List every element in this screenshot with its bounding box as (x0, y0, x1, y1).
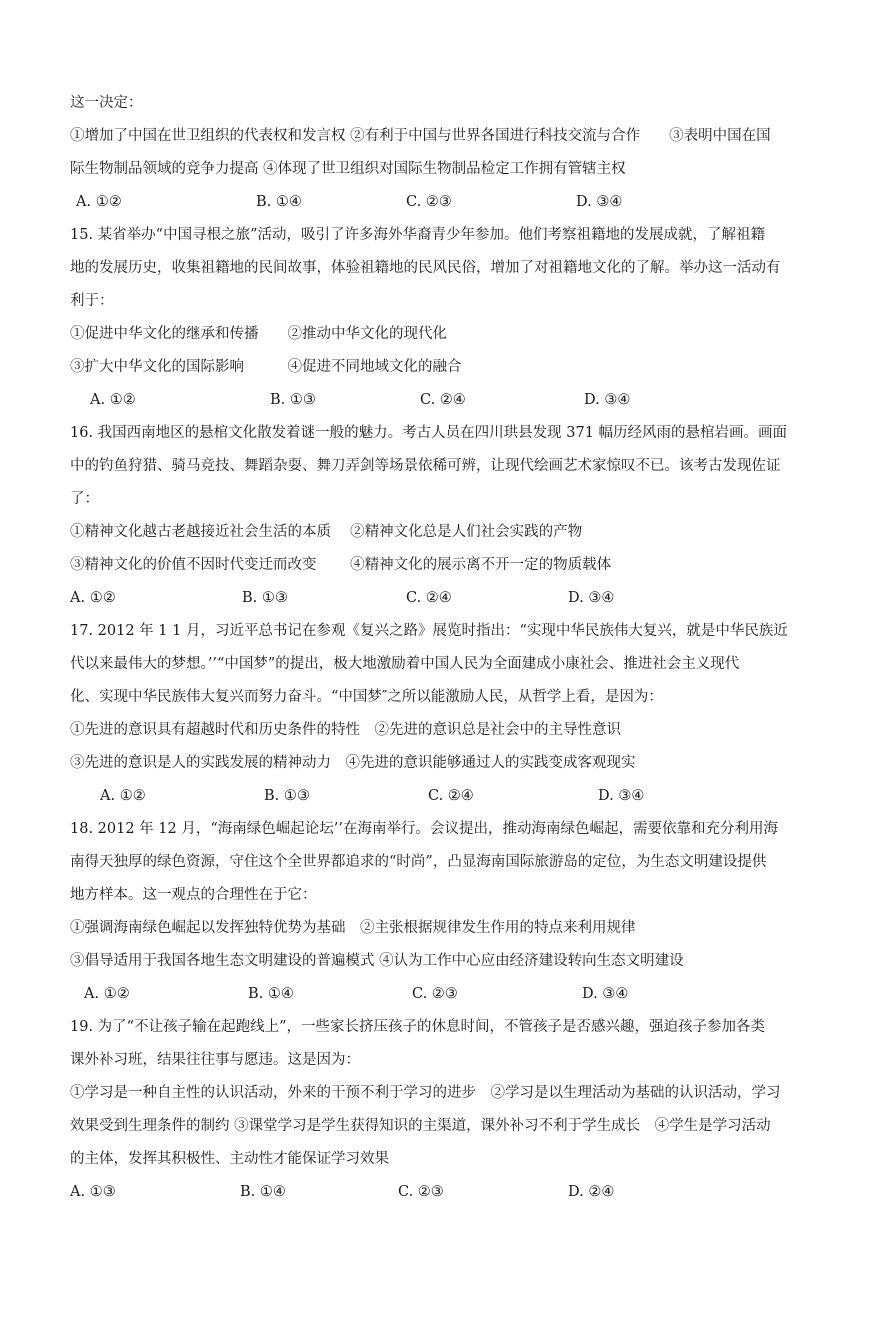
q17-stem-line-2: 代以来最伟大的梦想。’’“中国梦”的提出，极大地激励着中国人民为全面建成小康社会、推进社会主义现代 (70, 656, 740, 672)
q15-statement-line-2: ③扩大中华文化的国际影响 ④促进不同地域文化的融合 (70, 359, 462, 375)
q19-option-a: A. ①③ (70, 1184, 116, 1200)
q14-stem-tail: 这一决定： (70, 95, 143, 111)
q14-statement-line-1: ①增加了中国在世卫组织的代表权和发言权 ②有利于中国与世界各国进行科技交流与合作 ③表明中国在国 (70, 128, 771, 144)
q15-statement-line-1: ①促进中华文化的继承和传播 ②推动中华文化的现代化 (70, 326, 447, 342)
q18-option-c: C. ②③ (412, 986, 458, 1002)
q19-options (70, 1182, 830, 1202)
q17-options (70, 786, 830, 806)
q17-option-b: B. ①③ (264, 788, 310, 804)
q14-statement-line-2: 际生物制品领域的竞争力提高 ④体现了世卫组织对国际生物制品检定工作拥有管辖主权 (70, 161, 626, 177)
q18-option-b: B. ①④ (248, 986, 294, 1002)
q14-options (70, 192, 830, 212)
q16-stem-line-3: 了： (70, 491, 99, 507)
q19-statement-line-1: ①学习是一种自主性的认识活动，外来的干预不利于学习的进步 ②学习是以生理活动为基础的认识活动，学习 (70, 1085, 781, 1101)
q18-stem-line-1: 18. 2012 年 12 月，“海南绿色崛起论坛’’在海南举行。会议提出，推动海南绿色崛起，需要依靠和充分利用海 (70, 821, 778, 837)
q17-option-d: D. ③④ (598, 788, 645, 804)
q16-stem-line-2: 中的钓鱼狩猎、骑马竞技、舞蹈杂耍、舞刀弄剑等场景依稀可辨，让现代绘画艺术家惊叹不已。该考古发现佐证 (70, 458, 781, 474)
q16-statement-line-1: ①精神文化越古老越接近社会生活的本质 ②精神文化总是人们社会实践的产物 (70, 524, 583, 540)
q15-stem-line-2: 地的发展历史，收集祖籍地的民间故事，体验祖籍地的民风民俗，增加了对祖籍地文化的了解。举办这一活动有 (70, 260, 781, 276)
q15-option-a: A. ①② (90, 392, 136, 408)
q18-option-a: A. ①② (84, 986, 130, 1002)
q16-option-b: B. ①③ (242, 590, 288, 606)
q17-stem-line-3: 化、实现中华民族伟大复兴而努力奋斗。“中国梦″之所以能激励人民，从哲学上看，是因为： (70, 689, 663, 705)
q17-stem-line-1: 17. 2012 年 1 1 月，习近平总书记在参观《复兴之路》展览时指出：“实现中华民族伟大复兴，就是中华民族近 (70, 623, 788, 639)
q19-stem-line-1: 19. 为了“不让孩子输在起跑线上”，一些家长挤压孩子的休息时间，不管孩子是否感兴趣，强迫孩子参加各类 (70, 1019, 765, 1035)
q14-option-d: D. ③④ (576, 194, 623, 210)
q18-options (70, 984, 830, 1004)
q16-option-c: C. ②④ (406, 590, 452, 606)
q17-option-c: C. ②④ (428, 788, 474, 804)
q14-option-a: A. ①② (76, 194, 122, 210)
q14-option-c: C. ②③ (406, 194, 452, 210)
q17-statement-line-1: ①先进的意识具有超越时代和历史条件的特性 ②先进的意识总是社会中的主导性意识 (70, 722, 621, 738)
q19-statement-line-2: 效果受到生理条件的制约 ③课堂学习是学生获得知识的主渠道，课外补习不利于学生成长 ④学生是学习活动 (70, 1118, 771, 1134)
q19-option-b: B. ①④ (240, 1184, 286, 1200)
q16-options (70, 588, 830, 608)
q19-statement-line-3: 的主体，发挥其积极性、主动性才能保证学习效果 (70, 1151, 389, 1167)
q16-statement-line-2: ③精神文化的价值不因时代变迁而改变 ④精神文化的展示离不开一定的物质载体 (70, 557, 612, 573)
q19-stem-line-2: 课外补习班，结果往往事与愿违。这是因为： (70, 1052, 360, 1068)
q15-options (70, 390, 830, 410)
q15-stem-line-1: 15. 某省举办“中国寻根之旅”活动，吸引了许多海外华裔青少年参加。他们考察祖籍地的发展成就，了解祖籍 (70, 227, 765, 243)
q15-option-c: C. ②④ (420, 392, 466, 408)
q16-option-d: D. ③④ (568, 590, 615, 606)
q15-stem-line-3: 利于： (70, 293, 114, 309)
q14-option-b: B. ①④ (256, 194, 302, 210)
q17-statement-line-2: ③先进的意识是人的实践发展的精神动力 ④先进的意识能够通过人的实践变成客观现实 (70, 755, 636, 771)
q19-option-c: C. ②③ (398, 1184, 444, 1200)
q17-option-a: A. ①② (100, 788, 146, 804)
q15-option-b: B. ①③ (270, 392, 316, 408)
q18-stem-line-2: 南得天独厚的绿色资源，守住这个全世界都追求的“时尚”，凸显海南国际旅游岛的定位，为生态文明建设提供 (70, 854, 767, 870)
q16-stem-line-1: 16. 我国西南地区的悬棺文化散发着谜一般的魅力。考古人员在四川珙县发现 371 幅历经风雨的悬棺岩画。画面 (70, 425, 788, 441)
q16-option-a: A. ①② (70, 590, 116, 606)
q15-option-d: D. ③④ (584, 392, 631, 408)
q19-option-d: D. ②④ (568, 1184, 615, 1200)
q18-stem-line-3: 地方样本。这一观点的合理性在于它： (70, 887, 317, 903)
q18-statement-line-1: ①强调海南绿色崛起以发挥独特优势为基础 ②主张根据规律发生作用的特点来利用规律 (70, 920, 636, 936)
q18-option-d: D. ③④ (582, 986, 629, 1002)
q18-statement-line-2: ③倡导适用于我国各地生态文明建设的普遍模式 ④认为工作中心应由经济建设转向生态文明建设 (70, 953, 684, 969)
